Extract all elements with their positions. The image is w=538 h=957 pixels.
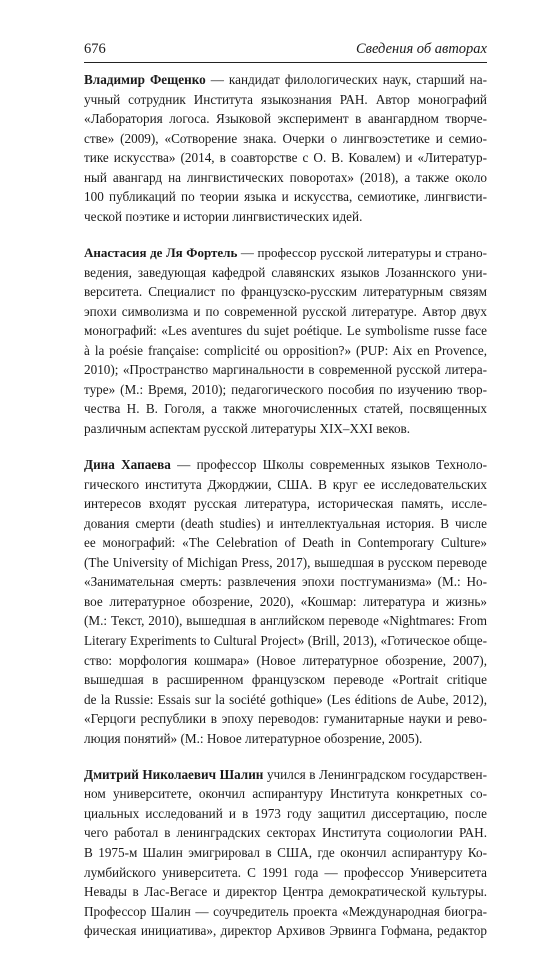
page-header: [84, 40, 487, 62]
bio-line: «Лаборатория логоса. Языковой эксперимент в авангардном творче-: [84, 111, 487, 127]
bio-line: ство: морфология кошмара» (Новое литературное обозрение, 2007),: [84, 652, 487, 668]
bio-line: чества Н. В. Гоголя, а также многочисленных статей, посвященных: [84, 401, 487, 417]
bio-line: тике искусства» (2014, в соавторстве с О. В. Ковалем) и «Литератур-: [84, 150, 487, 166]
bio-text: — кандидат филологических наук, старший на-: [205, 72, 487, 87]
author-bio: [84, 70, 487, 226]
bio-line: ный авангард на лингвистических поворотах» (2018), а также около: [84, 169, 487, 185]
bio-line: à la poésie française: complicité ou opposition?» (PUP: Aix en Provence,: [84, 342, 487, 358]
bio-line: [84, 243, 487, 263]
bio-line: В 1975-м Шалин эмигрировал в США, где окончил аспирантуру Ко-: [84, 845, 487, 861]
bio-line: ном университете, окончил аспирантуру Института конкретных со-: [84, 786, 487, 802]
bio-line: фическая инициатива», директор Архивов Эрвинга Гофмана, редактор: [84, 923, 487, 939]
bio-line: монографий: «Les aventures du sujet poétique. Le symbolisme russe face: [84, 323, 487, 339]
bio-line: гического института Джорджии, США. В круг ее исследовательских: [84, 476, 487, 492]
bio-line: учный сотрудник Института языкознания РАН. Автор монографий: [84, 91, 487, 107]
bio-line: дования смерти (death studies) и интеллектуальная история. В числе: [84, 515, 487, 531]
bio-line: (The University of Michigan Press, 2017), вышедшая в русском переводе: [84, 554, 487, 570]
bio-line: «Занимательная смерть: развлечения эпохи постгуманизма» (М.: Но-: [84, 574, 487, 590]
bio-line: 100 публикаций по теории языка и искусства, семиотике, лингвисти-: [84, 189, 487, 205]
bio-line: стве» (2009), «Сотворение знака. Очерки о лингвоэстетике и семио-: [84, 130, 487, 146]
bio-line: вое литературное обозрение, 2020), «Кошмар: литература и жизнь»: [84, 593, 487, 609]
author-bio: [84, 243, 487, 438]
bio-line: вышедшая в расширенном французском переводе «Portrait critique: [84, 672, 487, 688]
bio-line: (М.: Текст, 2010), вышедшая в английском переводе «Nightmares: From: [84, 613, 487, 629]
author-bio: [84, 455, 487, 748]
bio-line: верситета. Специалист по французско-русским литературным связям: [84, 284, 487, 300]
bio-line: [84, 455, 487, 475]
author-name: Дина Хапаева: [84, 457, 171, 473]
running-title: Сведения об авторах: [356, 41, 487, 57]
bio-line: [84, 70, 487, 90]
bio-line: ческой поэтике и истории лингвистических идей.: [84, 208, 363, 224]
bio-text: — профессор Школы современных языков Техноло-: [170, 457, 487, 473]
author-name: Владимир Фещенко: [84, 72, 206, 87]
bio-line: интересов входят русская литература, историческая память, иссле-: [84, 496, 487, 512]
bio-line: de la Russie: Essais sur la société gothique» (Les éditions de Aube, 2012),: [84, 691, 487, 707]
bio-line: ведения, заведующая кафедрой славянских языков Лозаннского уни-: [84, 264, 487, 280]
bio-line: эпохи символизма и по современной русской литературе. Автор двух: [84, 303, 487, 319]
author-bio: [84, 765, 487, 941]
bio-text: — профессор русской литературы и страно-: [237, 244, 487, 260]
author-name: Дмитрий Николаевич Шалин: [84, 766, 264, 782]
bio-line: 2010); «Пространство маргинальности в современной русской литера-: [84, 362, 487, 378]
bio-line: чего работал в ленинградских секторах Института социологии РАН.: [84, 825, 487, 841]
bio-line: Literary Experiments to Cultural Project» (Brill, 2013), «Готическое обще-: [84, 632, 487, 648]
bio-line: Невады в Лас-Вегасе и директор Центра демократической культуры.: [84, 884, 487, 900]
bio-line: «Герцоги республики в эпоху переводов: гуманитарные науки и рево-: [84, 711, 487, 727]
bio-line: лумбийского университета. С 1991 года — профессор Университета: [84, 864, 487, 880]
bio-line: циальных исследований и в 1973 году защитил диссертацию, после: [84, 805, 487, 821]
bio-line: ее монографий: «The Celebration of Death in Contemporary Culture»: [84, 535, 487, 551]
page-number: 676: [84, 41, 106, 57]
author-name: Анастасия де Ля Фортель: [84, 244, 238, 260]
bio-line: люция понятий» (М.: Новое литературное обозрение, 2005).: [84, 730, 423, 746]
bio-line: туре» (М.: Время, 2010); педагогического пособия по изучению твор-: [84, 381, 487, 397]
bio-line: [84, 765, 487, 785]
bio-line: различным аспектам русской литературы XIX–XXI веков.: [84, 420, 411, 436]
header-rule: [84, 62, 487, 63]
author-bios: [84, 70, 487, 957]
bio-line: Профессор Шалин — соучредитель проекта «Международная биогра-: [84, 903, 487, 919]
bio-text: учился в Ленинградском государствен-: [263, 766, 487, 782]
